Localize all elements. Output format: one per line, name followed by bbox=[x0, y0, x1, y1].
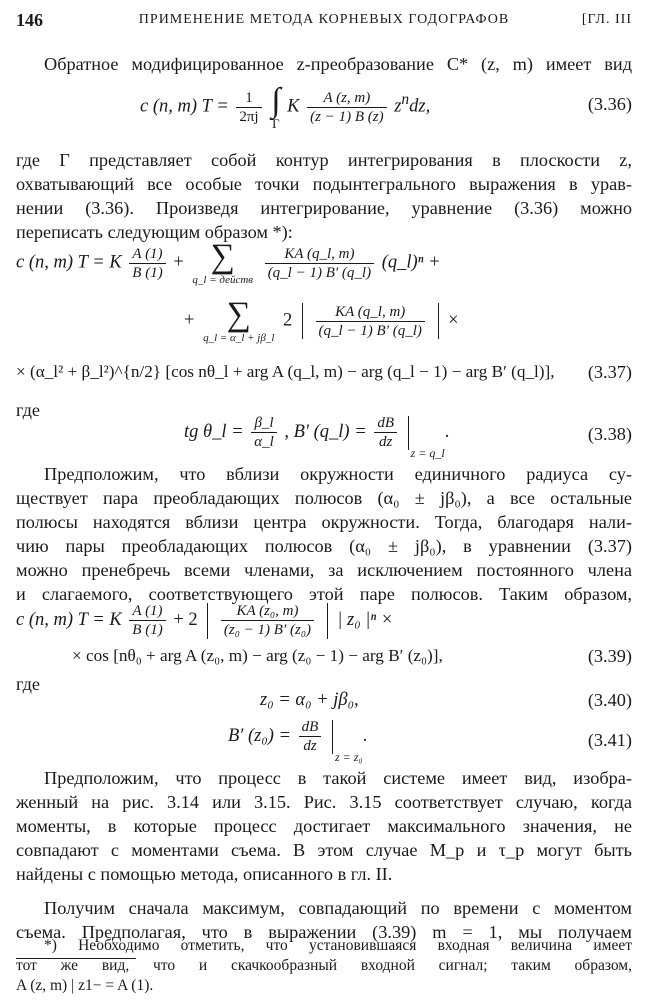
footnote-line: *) Необходимо отметить, что установившаяся входная величина имеет bbox=[44, 937, 632, 954]
paragraph-line: Обратное модифицированное z-преобразование C* (z, m) имеет вид bbox=[44, 54, 632, 74]
paragraph-line: ществует пара преобладающих полюсов (α₀ ± jβ₀), а все остальные bbox=[16, 488, 632, 508]
paragraph-line: Предположим, что процесс в такой системе имеет вид, изобра- bbox=[44, 768, 632, 788]
abs-bar bbox=[207, 603, 208, 639]
paragraph-line: полюсы находятся вблизи центра окружности. Тогда, благодаря нали- bbox=[16, 512, 632, 532]
paragraph-line: совпадают с моментами съема. В этом случае M_p и τ_p могут быть bbox=[16, 840, 632, 860]
paragraph-line: найдены с помощью метода, описанного в гл. II. bbox=[16, 864, 393, 884]
eq-lhs: B′ (z₀) = bbox=[228, 725, 292, 746]
fraction bbox=[265, 245, 374, 282]
paragraph-line: переписать следующим образом *): bbox=[16, 222, 293, 242]
summation bbox=[192, 240, 253, 286]
eq-term: z bbox=[394, 96, 402, 117]
paragraph-line: и слагаемого, соответствующего этой паре полюсов. Таким образом, bbox=[16, 584, 632, 604]
frac-num: A (1) bbox=[129, 245, 165, 264]
frac-num: dB bbox=[374, 414, 397, 433]
eq-term: , B′ (q_l) = bbox=[284, 421, 367, 442]
equation-3-38 bbox=[184, 414, 450, 460]
frac-num: 1 bbox=[236, 89, 261, 108]
equation-3-39-line2: × cos [nθ₀ + arg A (z₀, m) − arg (z₀ − 1) − arg B′ (z₀)], bbox=[72, 646, 443, 665]
frac-den: (z₀ − 1) B′ (z₀) bbox=[223, 622, 312, 638]
frac-den: dz bbox=[378, 434, 393, 450]
equation-3-37-line1 bbox=[16, 240, 441, 286]
eq-term: . bbox=[362, 725, 368, 746]
integral-sign: ∫ bbox=[271, 82, 281, 119]
eq-term: (q_l)ⁿ + bbox=[381, 252, 441, 273]
running-header bbox=[16, 10, 632, 34]
equation-3-36 bbox=[140, 84, 430, 130]
frac-den: B (1) bbox=[132, 264, 163, 281]
evaluation-point: z = q_l bbox=[410, 446, 445, 460]
footnote-line: тот же вид, что и скачкообразный входной сигнал; таким образом, bbox=[16, 957, 632, 974]
fraction bbox=[251, 414, 277, 451]
eq-term: + 2 bbox=[173, 609, 198, 630]
summation bbox=[203, 298, 274, 344]
frac-num: KA (q_l, m) bbox=[265, 245, 374, 264]
paragraph-line: женный на рис. 3.14 или 3.15. Рис. 3.15 соответствует случаю, когда bbox=[16, 792, 632, 812]
equation-number: (3.40) bbox=[587, 690, 632, 710]
fraction bbox=[221, 602, 314, 639]
eq-term: z₀ = α₀ + jβ₀, bbox=[260, 690, 359, 710]
eq-lhs: c (n, m) T = bbox=[140, 96, 229, 117]
eq-term: | z₀ |ⁿ × bbox=[337, 609, 394, 630]
equation-number: (3.41) bbox=[587, 730, 632, 750]
running-title: ПРИМЕНЕНИЕ МЕТОДА КОРНЕВЫХ ГОДОГРАФОВ bbox=[138, 12, 510, 27]
paragraph-line: Предположим, что вблизи окружности единичного радиуса су- bbox=[44, 464, 632, 484]
fraction bbox=[374, 414, 397, 451]
sum-range: q_l = α_l + jβ_l bbox=[203, 332, 275, 344]
eq-lhs: c (n, m) T = K bbox=[16, 609, 122, 630]
fraction bbox=[299, 718, 322, 755]
frac-num: dB bbox=[299, 718, 322, 737]
frac-num: KA (q_l, m) bbox=[316, 303, 425, 322]
fraction bbox=[129, 602, 165, 639]
gain-k: K bbox=[287, 96, 300, 117]
paragraph-line: нении (3.36). Произведя интегрирование, уравнение (3.36) можно bbox=[16, 198, 632, 218]
fraction bbox=[316, 303, 425, 340]
fraction bbox=[236, 89, 261, 126]
equation-number: (3.37) bbox=[587, 362, 632, 382]
frac-den: (q_l − 1) B′ (q_l) bbox=[267, 264, 372, 281]
abs-bar bbox=[327, 603, 328, 639]
paragraph-line: где bbox=[16, 674, 41, 694]
eq-lhs: tg θ_l = bbox=[184, 421, 244, 442]
frac-den: B (1) bbox=[132, 622, 163, 638]
frac-den: dz bbox=[303, 738, 317, 754]
frac-num: KA (z₀, m) bbox=[221, 602, 314, 621]
sigma-sign: ∑ bbox=[226, 296, 251, 333]
abs-bar bbox=[438, 303, 439, 339]
equation-3-41 bbox=[228, 718, 368, 764]
eq-lhs: c (n, m) T = K bbox=[16, 252, 122, 273]
eq-term: dz, bbox=[409, 96, 431, 117]
paragraph-line: можно пренебречь всеми членами, за исключением постоянного члена bbox=[16, 560, 632, 580]
contour-label: Γ bbox=[272, 116, 280, 131]
equation-number: (3.38) bbox=[587, 424, 632, 444]
equation-number: (3.39) bbox=[587, 646, 632, 666]
fraction bbox=[307, 89, 386, 126]
fraction bbox=[129, 245, 165, 282]
evaluation-point: z = z₀ bbox=[334, 750, 363, 764]
eq-operator: + bbox=[184, 310, 195, 331]
equation-number: (3.36) bbox=[587, 94, 632, 114]
chapter-marker: [ГЛ. III bbox=[581, 12, 632, 27]
eq-operator: + bbox=[173, 252, 184, 273]
frac-den: (q_l − 1) B′ (q_l) bbox=[318, 322, 422, 339]
evaluation-bar bbox=[332, 720, 333, 754]
evaluation-bar bbox=[408, 416, 409, 450]
equation-3-37-line3: × (α_l² + β_l²)^{n/2} [cos nθ_l + arg A (q_l, m) − arg (q_l − 1) − arg B′ (q_l)], bbox=[16, 362, 555, 381]
eq-term: 2 bbox=[283, 310, 293, 331]
frac-num: A (z, m) bbox=[307, 89, 386, 108]
paragraph-line: где Γ представляет собой контур интегрирования в плоскости z, bbox=[16, 150, 632, 170]
paragraph-line: где bbox=[16, 400, 41, 420]
equation-3-37-line2 bbox=[184, 298, 459, 344]
paragraph-line: Получим сначала максимум, совпадающий по времени с моментом bbox=[44, 898, 632, 918]
paragraph-line: съема. Предполагая, что в выражении (3.39) m = 1, мы получаем bbox=[16, 922, 632, 942]
contour-integral bbox=[271, 84, 280, 130]
frac-den: 2πj bbox=[239, 108, 259, 125]
frac-num: A (1) bbox=[129, 602, 165, 621]
paragraph-line: чию пары преобладающих полюсов (α₀ ± jβ₀), в уравнении (3.37) bbox=[16, 536, 632, 556]
equation-3-40 bbox=[260, 690, 359, 711]
eq-term: . bbox=[444, 421, 450, 442]
abs-bar bbox=[302, 303, 303, 339]
frac-num: β_l bbox=[251, 414, 277, 433]
exponent: n bbox=[401, 91, 410, 109]
eq-operator: × bbox=[448, 310, 459, 331]
paragraph-line: охватывающий все особые точки подынтегрального выражения в урав- bbox=[16, 174, 632, 194]
footnote-line: A (z, m) | z1− = A (1). bbox=[16, 977, 154, 994]
paragraph-line: моменты, в которые процесс достигает максимального значения, не bbox=[16, 816, 632, 836]
page-number: 146 bbox=[16, 10, 43, 30]
sigma-sign: ∑ bbox=[210, 238, 235, 275]
equation-3-39-line1 bbox=[16, 602, 393, 639]
frac-den: α_l bbox=[254, 434, 274, 450]
frac-den: (z − 1) B (z) bbox=[310, 108, 384, 125]
sum-range: q_l = действ bbox=[192, 274, 254, 286]
